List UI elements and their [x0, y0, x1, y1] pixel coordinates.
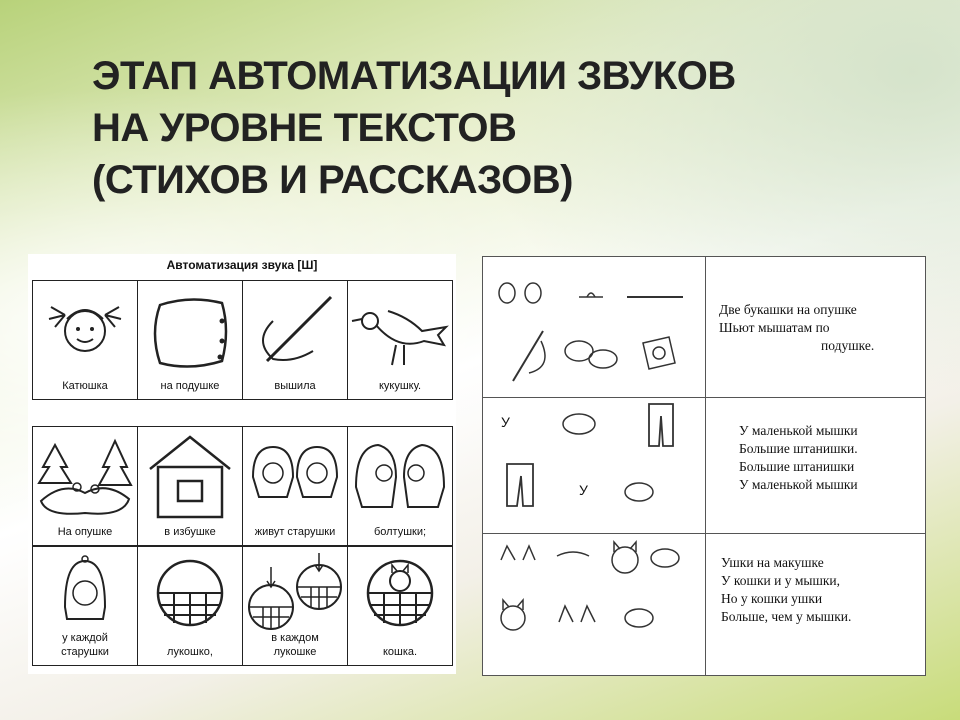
poem-line: У маленькой мышки	[739, 477, 858, 492]
bugs-needle-mice-icon	[483, 257, 705, 397]
poem-text	[715, 534, 915, 676]
caption: на подушке	[160, 380, 220, 392]
poem-text	[715, 257, 915, 397]
cell-cat	[348, 547, 453, 666]
picture-cell	[483, 534, 706, 676]
card-header: Автоматизация звука [Ш]	[166, 258, 318, 272]
caption: вышила	[274, 380, 316, 392]
title-line-2: НА УРОВНЕ ТЕКСТОВ	[92, 106, 517, 150]
caption: кукушку.	[378, 380, 422, 392]
poem-line: Шьют мышатам по	[719, 320, 830, 335]
poem-line: Но у кошки ушки	[721, 591, 823, 606]
poem-line: Ушки на макушке	[721, 555, 824, 570]
rebus-row-3	[32, 546, 453, 666]
mice-trousers-icon	[483, 398, 705, 534]
caption: лукошко,	[167, 646, 213, 658]
caption-line-2: старушки	[61, 646, 109, 658]
title-line-3: (СТИХОВ И РАССКАЗОВ)	[92, 158, 573, 202]
poem-line: Большие штанишки	[739, 459, 855, 474]
cell-cuckoo	[348, 281, 453, 400]
rebus-card-right	[482, 256, 926, 676]
caption-line-2: лукошке	[273, 646, 317, 658]
picture-cell	[483, 257, 706, 397]
cell-chatterboxes	[348, 427, 453, 546]
cell-in-each-basket	[243, 547, 348, 666]
rebus-card-left	[28, 254, 456, 674]
poem-line: Большие штанишки.	[739, 441, 858, 456]
letter-u: У	[501, 414, 510, 430]
cell-old-women	[243, 427, 348, 546]
poem-row-3	[483, 533, 925, 676]
ears-cat-mouse-icon	[483, 534, 705, 676]
rebus-row-2	[32, 426, 453, 546]
cell-each-old-woman	[33, 547, 138, 666]
caption: Катюшка	[62, 380, 108, 392]
cell-pillow	[138, 281, 243, 400]
poem-line: У маленькой мышки	[739, 423, 858, 438]
rebus-row-1	[32, 280, 453, 400]
cell-basket	[138, 547, 243, 666]
poem-line: подушке.	[821, 338, 875, 353]
caption: кошка.	[382, 646, 418, 658]
title-line-1: ЭТАП АВТОМАТИЗАЦИИ ЗВУКОВ	[92, 54, 736, 98]
poem-row-2	[483, 397, 925, 534]
poem-line: Две букашки на опушке	[719, 302, 857, 317]
caption-line-1: в каждом	[271, 632, 319, 644]
poem-line: Больше, чем у мышки.	[721, 609, 852, 624]
poem-text	[715, 398, 915, 534]
caption: живут старушки	[254, 526, 336, 538]
cell-hut	[138, 427, 243, 546]
picture-cell	[483, 398, 706, 534]
caption: На опушке	[57, 526, 113, 538]
cell-needle	[243, 281, 348, 400]
caption: в избушке	[164, 526, 216, 538]
poem-line: У кошки и у мышки,	[721, 573, 841, 588]
poem-row-1	[483, 257, 925, 397]
caption: болтушки;	[373, 526, 427, 538]
slide-title	[92, 50, 736, 206]
cell-forest-edge	[33, 427, 138, 546]
caption-line-1: у каждой	[62, 632, 108, 644]
cell-katyushka	[33, 281, 138, 400]
letter-u: У	[579, 482, 588, 498]
